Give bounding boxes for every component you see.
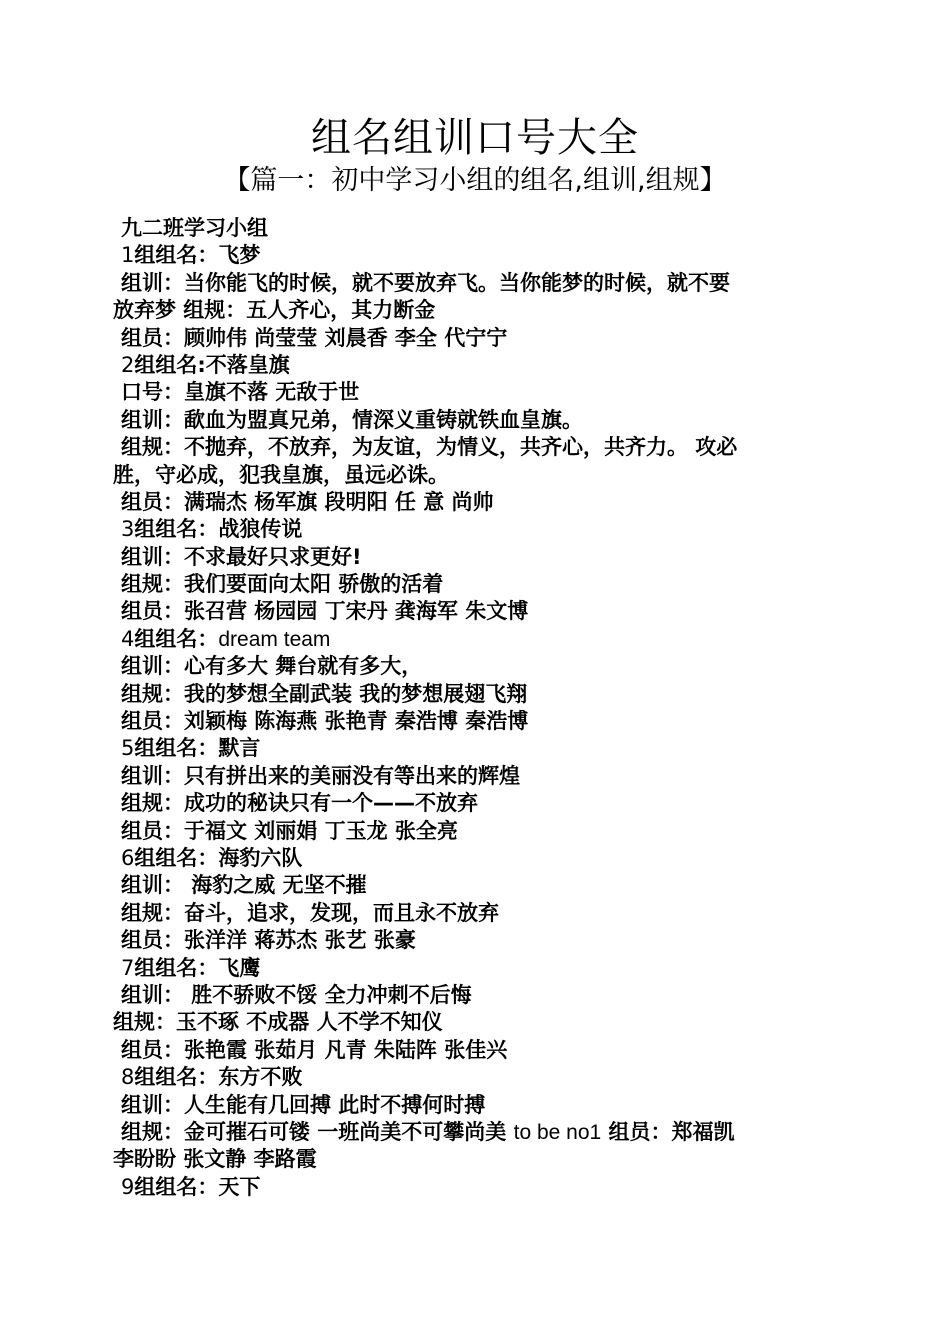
line-text: 组组名：默言 [134, 736, 261, 761]
text-line [113, 297, 838, 324]
document-body [113, 215, 838, 1201]
document-subtitle: 【篇一：初中学习小组的组名,组训,组规】 [223, 165, 727, 196]
line-text: 组员：顾帅伟 尚莹莹 刘晨香 李全 代宁宁 [121, 325, 508, 350]
line-text: 组规：金可摧石可镂 一班尚美不可攀尚美 [121, 1119, 514, 1144]
line-text: 组训：不求最好只求更好! [121, 544, 362, 569]
text-line [113, 735, 838, 762]
text-line [113, 407, 838, 434]
group-number: 4 [121, 626, 135, 651]
text-line [113, 434, 838, 461]
text-line [113, 544, 838, 571]
line-text: 组规：我们要面向太阳 骄傲的活着 [121, 572, 444, 597]
text-line [113, 571, 838, 598]
line-text: 组组名：海豹六队 [134, 845, 303, 870]
group-number: 6 [121, 845, 135, 870]
line-latin-text: dream team [218, 627, 331, 651]
line-latin-text: to be no1 [513, 1120, 602, 1144]
text-line [113, 955, 838, 982]
text-line [113, 708, 838, 735]
line-text: 组员：刘颖梅 陈海燕 张艳青 秦浩博 秦浩博 [121, 709, 529, 734]
text-line [113, 1146, 838, 1173]
line-text: 组规：玉不琢 不成器 人不学不知仪 [113, 1010, 443, 1035]
line-text: 组训：歃血为盟真兄弟，情深义重铸就铁血皇旗。 [121, 407, 583, 432]
line-text: 组组名：东方不败 [134, 1065, 303, 1090]
text-line [113, 1174, 838, 1201]
line-text: 组训： 海豹之威 无坚不摧 [121, 873, 367, 898]
text-line [113, 790, 838, 817]
line-text: 组训：只有拼出来的美丽没有等出来的辉煌 [121, 763, 520, 788]
text-line [113, 379, 838, 406]
text-line [113, 681, 838, 708]
group-number: 3 [121, 517, 135, 542]
line-text: 组组名：战狼传说 [134, 517, 303, 542]
line-text: 组训：当你能飞的时候，就不要放弃飞。当你能梦的时候，就不要 [121, 270, 730, 295]
group-number: 1 [121, 243, 135, 268]
line-text: 组组名：天下 [134, 1174, 261, 1199]
text-line [113, 1037, 838, 1064]
line-text: 组员：于福文 刘丽娟 丁玉龙 张全亮 [121, 818, 458, 843]
group-number: 9 [121, 1174, 135, 1199]
line-text: 组规：我的梦想全副武装 我的梦想展翅飞翔 [121, 681, 528, 706]
text-line [113, 1064, 838, 1091]
line-text: 组组名： [134, 626, 219, 651]
group-number: 8 [121, 1065, 135, 1090]
line-text: 组训：心有多大 舞台就有多大， [121, 654, 423, 679]
text-line [113, 516, 838, 543]
text-line [113, 872, 838, 899]
text-line [113, 1119, 838, 1146]
line-text: 组员：张洋洋 蒋苏杰 张艺 张豪 [121, 928, 416, 953]
line-text: 组员：张艳霞 张茹月 凡青 朱陆阵 张佳兴 [121, 1037, 508, 1062]
text-line [113, 900, 838, 927]
text-line [113, 242, 838, 269]
text-line [113, 626, 838, 653]
line-text: 口号：皇旗不落 无敌于世 [121, 380, 360, 405]
line-text: 组规：奋斗，追求，发现，而且永不放弃 [121, 900, 499, 925]
text-line [113, 982, 838, 1009]
text-line [113, 215, 838, 242]
text-line [113, 270, 838, 297]
group-number: 5 [121, 736, 135, 761]
line-text: 组训：人生能有几回搏 此时不搏何时搏 [121, 1092, 486, 1117]
text-line [113, 763, 838, 790]
text-line [113, 653, 838, 680]
text-line [113, 462, 838, 489]
text-line [113, 598, 838, 625]
text-line [113, 1009, 838, 1036]
line-tail-text: 组员：郑福凯 [601, 1119, 735, 1144]
line-text: 组员：满瑞杰 杨军旗 段明阳 任 意 尚帅 [121, 489, 494, 514]
line-text: 组规：不抛弃，不放弃，为友谊，为情义，共齐心，共齐力。 攻必 [121, 435, 738, 460]
text-line [113, 489, 838, 516]
text-line [113, 352, 838, 379]
group-number: 7 [121, 955, 135, 980]
line-text: 放弃梦 组规：五人齐心，其力断金 [113, 298, 436, 323]
line-text: 组员：张召营 杨园园 丁宋丹 龚海军 朱文博 [121, 599, 529, 624]
text-line [113, 818, 838, 845]
line-text: 李盼盼 张文静 李路霞 [113, 1147, 317, 1172]
text-line [113, 1092, 838, 1119]
line-text: 组规：成功的秘诀只有一个——不放弃 [121, 791, 478, 816]
line-text: 组训： 胜不骄败不馁 全力冲刺不后悔 [121, 982, 472, 1007]
line-text: 组组名：飞鹰 [134, 955, 261, 980]
text-line [113, 927, 838, 954]
text-line [113, 845, 838, 872]
group-number: 2 [121, 352, 135, 377]
text-line [113, 325, 838, 352]
document-title: 组名组训口号大全 [311, 115, 639, 161]
line-text: 九二班学习小组 [121, 216, 268, 240]
line-text: 组组名:不落皇旗 [134, 352, 290, 377]
line-text: 胜，守必成，犯我皇旗，虽远必诛。 [113, 462, 449, 487]
line-text: 组组名：飞梦 [134, 243, 261, 268]
